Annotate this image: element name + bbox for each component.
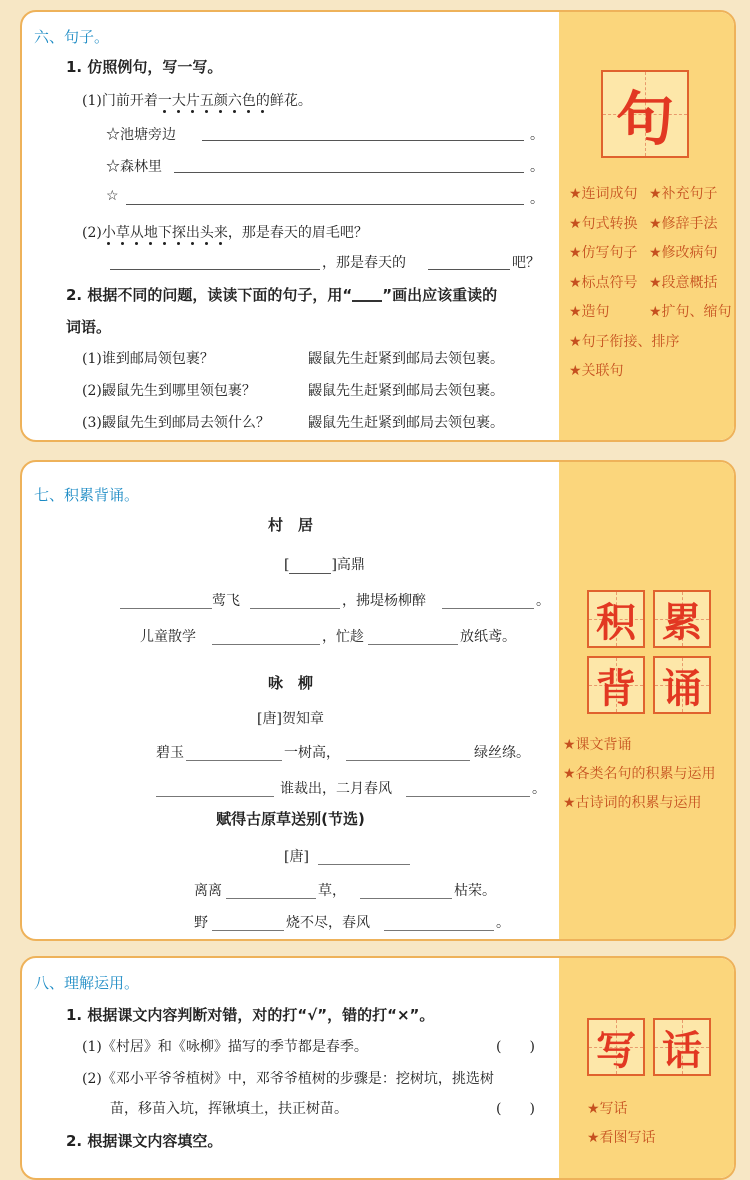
emphasis-char: 的 (255, 93, 270, 109)
reading-sentence[interactable]: 鼹鼠先生赶紧到邮局去领包裹。 (308, 383, 504, 399)
reading-question: (2)鼹鼠先生到哪里领包裹？ (82, 383, 256, 399)
item-2-line2: 苗，移苗入坑，挥锹填土，扶正树苗。 (110, 1101, 348, 1117)
emphasis-char: 颜 (213, 93, 228, 109)
emphasis-char: 下 (157, 225, 172, 241)
sentence-char: 的 (297, 225, 312, 241)
sentence-char: 花 (283, 93, 298, 109)
sentence-char: 鲜 (269, 93, 284, 109)
sidebar-tag: ★修辞手法 (649, 215, 718, 232)
sidebar-char-1: 积 (596, 599, 636, 646)
question-2-heading: 2. 根据课文内容填空。 (66, 1132, 223, 1150)
sentence-char: 毛 (325, 225, 340, 241)
example-1-sentence (102, 93, 312, 109)
blank-1[interactable] (120, 608, 212, 609)
blank-12[interactable] (360, 898, 452, 899)
example-2-number: (2) (82, 225, 102, 241)
sidebar-char-box-3 (587, 656, 645, 714)
sidebar-tag: ★古诗词的积累与运用 (563, 795, 702, 811)
section-eight-card (20, 956, 736, 1180)
sidebar-tag: ★句子衔接、排序 (569, 333, 680, 350)
sentence-char: 天 (283, 225, 298, 241)
blank-11[interactable] (226, 898, 316, 899)
p2-line2-a: 谁裁出，二月春风 (280, 781, 392, 797)
section-six-card (20, 10, 736, 442)
line-c-label: ☆ (106, 188, 119, 204)
sentence-char: 开 (129, 93, 144, 109)
section-eight-title: 八、理解运用。 (34, 974, 140, 992)
emphasis-char: 出 (185, 225, 200, 241)
sentence-char: 那 (241, 225, 256, 241)
sidebar-tag: ★造句 (569, 304, 610, 320)
question-1-heading: 1. 根据课文内容判断对错，对的打“√”，错的打“×”。 (66, 1006, 435, 1024)
answer-line-d1[interactable] (110, 269, 320, 270)
p1-line2-a: 儿童散学 (140, 629, 196, 645)
period-c: 。 (530, 191, 544, 207)
author-name: ]高鼎 (331, 557, 365, 573)
poem-2-title: 咏 柳 (267, 674, 313, 692)
sentence-char: 是 (255, 225, 270, 241)
emphasis-char: 从 (129, 225, 144, 241)
p3-line1-b: 草， (318, 883, 346, 899)
answer-line-c[interactable] (126, 204, 524, 205)
example-2 (82, 222, 368, 242)
p1-line1-b: ，拂堤杨柳醉 (342, 593, 426, 609)
p1-line1-a: 莺飞 (212, 593, 240, 609)
question-2-line2: 词语。 (66, 318, 112, 336)
blank-4[interactable] (212, 644, 320, 645)
sidebar-tag: ★各类名句的积累与运用 (563, 766, 716, 782)
p2-line1-a: 碧玉 (156, 745, 184, 761)
sentence-char: 前 (115, 93, 130, 109)
emphasis-char: 头 (199, 225, 214, 241)
sidebar-char-box-1 (587, 590, 645, 648)
sidebar-tag: ★扩句、缩句 (649, 304, 732, 320)
sentence-char: ， (227, 225, 242, 241)
question-2-heading (66, 284, 497, 305)
p3-line2-b: 烧不尽，春风 (286, 915, 370, 931)
example-1-number: (1) (82, 93, 102, 109)
sidebar-char-box-2 (653, 590, 711, 648)
reading-sentence[interactable]: 鼹鼠先生赶紧到邮局去领包裹。 (308, 351, 504, 367)
sidebar-tag: ★句式转换 (569, 215, 638, 232)
sidebar-tag: ★段意概括 (649, 274, 718, 291)
sentence-char: 着 (143, 93, 158, 109)
blank-2[interactable] (250, 608, 340, 609)
question-1-heading: 1. 仿照例句，写一写。 (66, 58, 223, 76)
poem-2-author: [唐]贺知章 (257, 711, 324, 727)
item-2-line1: (2)《邓小平爷爷植树》中，邓爷爷植树的步骤是：挖树坑，挑选树 (82, 1071, 494, 1087)
sidebar-tag: ★关联句 (569, 363, 624, 379)
emphasis-char: 探 (171, 225, 186, 241)
answer-paren-1[interactable]: ( ) (496, 1039, 535, 1055)
blank-5[interactable] (368, 644, 458, 645)
poem-3-author: [唐] (284, 849, 309, 865)
emphasis-char: 一 (157, 93, 172, 109)
sentence-char: 眉 (311, 225, 326, 241)
section-eight-sidebar (559, 958, 734, 1178)
underline-sample (352, 290, 382, 302)
sidebar-tag: ★修改病句 (649, 245, 718, 261)
fill-mid-text: ，那是春天的 (322, 255, 406, 271)
example-2-sentence (102, 225, 368, 241)
sidebar-tag: ★补充句子 (649, 186, 718, 202)
p3-line1-a: 离离 (194, 883, 222, 899)
sentence-char: 门 (101, 93, 116, 109)
emphasis-char: 小 (101, 225, 116, 241)
poem-1-title: 村 居 (267, 516, 313, 534)
answer-line-b[interactable] (174, 172, 524, 173)
sidebar-char-2: 话 (662, 1027, 702, 1074)
sidebar-tag: ★标点符号 (569, 274, 638, 291)
blank-10[interactable] (318, 864, 410, 865)
section-six-title: 六、句子。 (34, 28, 110, 46)
section-seven-title: 七、积累背诵。 (34, 486, 140, 504)
sidebar-char-4: 诵 (662, 665, 702, 712)
blank-8[interactable] (156, 796, 274, 797)
example-1 (82, 90, 312, 110)
blank-13[interactable] (212, 930, 284, 931)
fill-end-text: 吧？ (512, 255, 540, 271)
emphasis-char: 六 (227, 93, 242, 109)
emphasis-char: 五 (199, 93, 214, 109)
sidebar-tag: ★连词成句 (569, 186, 638, 202)
p3-line2-a: 野 (194, 915, 208, 931)
sidebar-char-1: 写 (596, 1027, 636, 1074)
blank-7[interactable] (346, 760, 470, 761)
sidebar-char-box-1 (587, 1018, 645, 1076)
reading-sentence[interactable]: 鼹鼠先生赶紧到邮局去领包裹。 (308, 415, 504, 431)
emphasis-char: 地 (143, 225, 158, 241)
answer-line-d2[interactable] (428, 269, 510, 270)
poem-1-author (284, 554, 365, 574)
emphasis-char: 草 (115, 225, 130, 241)
p3-line1-c: 枯荣。 (454, 883, 496, 899)
period-a: 。 (530, 127, 544, 143)
sidebar-char-box (601, 70, 689, 158)
question-2-text-a: 2. 根据不同的问题，读读下面的句子，用“ (66, 286, 353, 304)
sidebar-tag: ★课文背诵 (563, 737, 632, 753)
sidebar-char-2: 累 (662, 599, 702, 646)
reading-question: (1)谁到邮局领包裹？ (82, 351, 214, 367)
p2-line1-b: 一树高， (284, 745, 340, 761)
section-six-sidebar (559, 12, 734, 440)
sentence-char: ？ (353, 225, 368, 241)
line-a-label: ☆池塘旁边 (106, 127, 176, 143)
sentence-char: 。 (297, 93, 312, 109)
answer-paren-2[interactable]: ( ) (496, 1101, 535, 1117)
section-seven-card (20, 460, 736, 941)
emphasis-char: 色 (241, 93, 256, 109)
blank-3[interactable] (442, 608, 534, 609)
blank-9[interactable] (406, 796, 530, 797)
p1-line1-end: 。 (536, 593, 550, 609)
emphasis-char: 来 (213, 225, 228, 241)
sentence-char: 春 (269, 225, 284, 241)
line-b-label: ☆森林里 (106, 159, 162, 175)
item-1: (1)《村居》和《咏柳》描写的季节都是春季。 (82, 1039, 368, 1055)
p1-line2-b: ，忙趁 (322, 629, 364, 645)
answer-line-a[interactable] (202, 140, 524, 141)
sentence-char: 吧 (339, 225, 354, 241)
sidebar-char-box-2 (653, 1018, 711, 1076)
emphasis-char: 大 (171, 93, 186, 109)
author-blank[interactable] (289, 559, 331, 574)
p1-line2-c: 放纸鸢。 (460, 629, 516, 645)
reading-question: (3)鼹鼠先生到邮局去领什么？ (82, 415, 270, 431)
sidebar-tag: ★看图写话 (587, 1130, 656, 1146)
blank-14[interactable] (384, 930, 494, 931)
sidebar-tag: ★仿写句子 (569, 245, 638, 261)
p3-line2-end: 。 (496, 915, 510, 931)
bracket-left: [ (284, 557, 290, 573)
sidebar-char-3: 背 (596, 665, 636, 712)
section-seven-sidebar (559, 462, 734, 939)
p2-line2-end: 。 (532, 781, 546, 797)
poem-3-title: 赋得古原草送别(节选) (216, 810, 365, 828)
sidebar-tag: ★写话 (587, 1101, 628, 1117)
sidebar-char: 句 (615, 85, 674, 153)
period-b: 。 (530, 159, 544, 175)
blank-6[interactable] (186, 760, 282, 761)
question-2-text-b: ”画出应该重读的 (382, 286, 498, 304)
p2-line1-c: 绿丝绦。 (474, 745, 530, 761)
emphasis-char: 片 (185, 93, 200, 109)
sidebar-char-box-4 (653, 656, 711, 714)
